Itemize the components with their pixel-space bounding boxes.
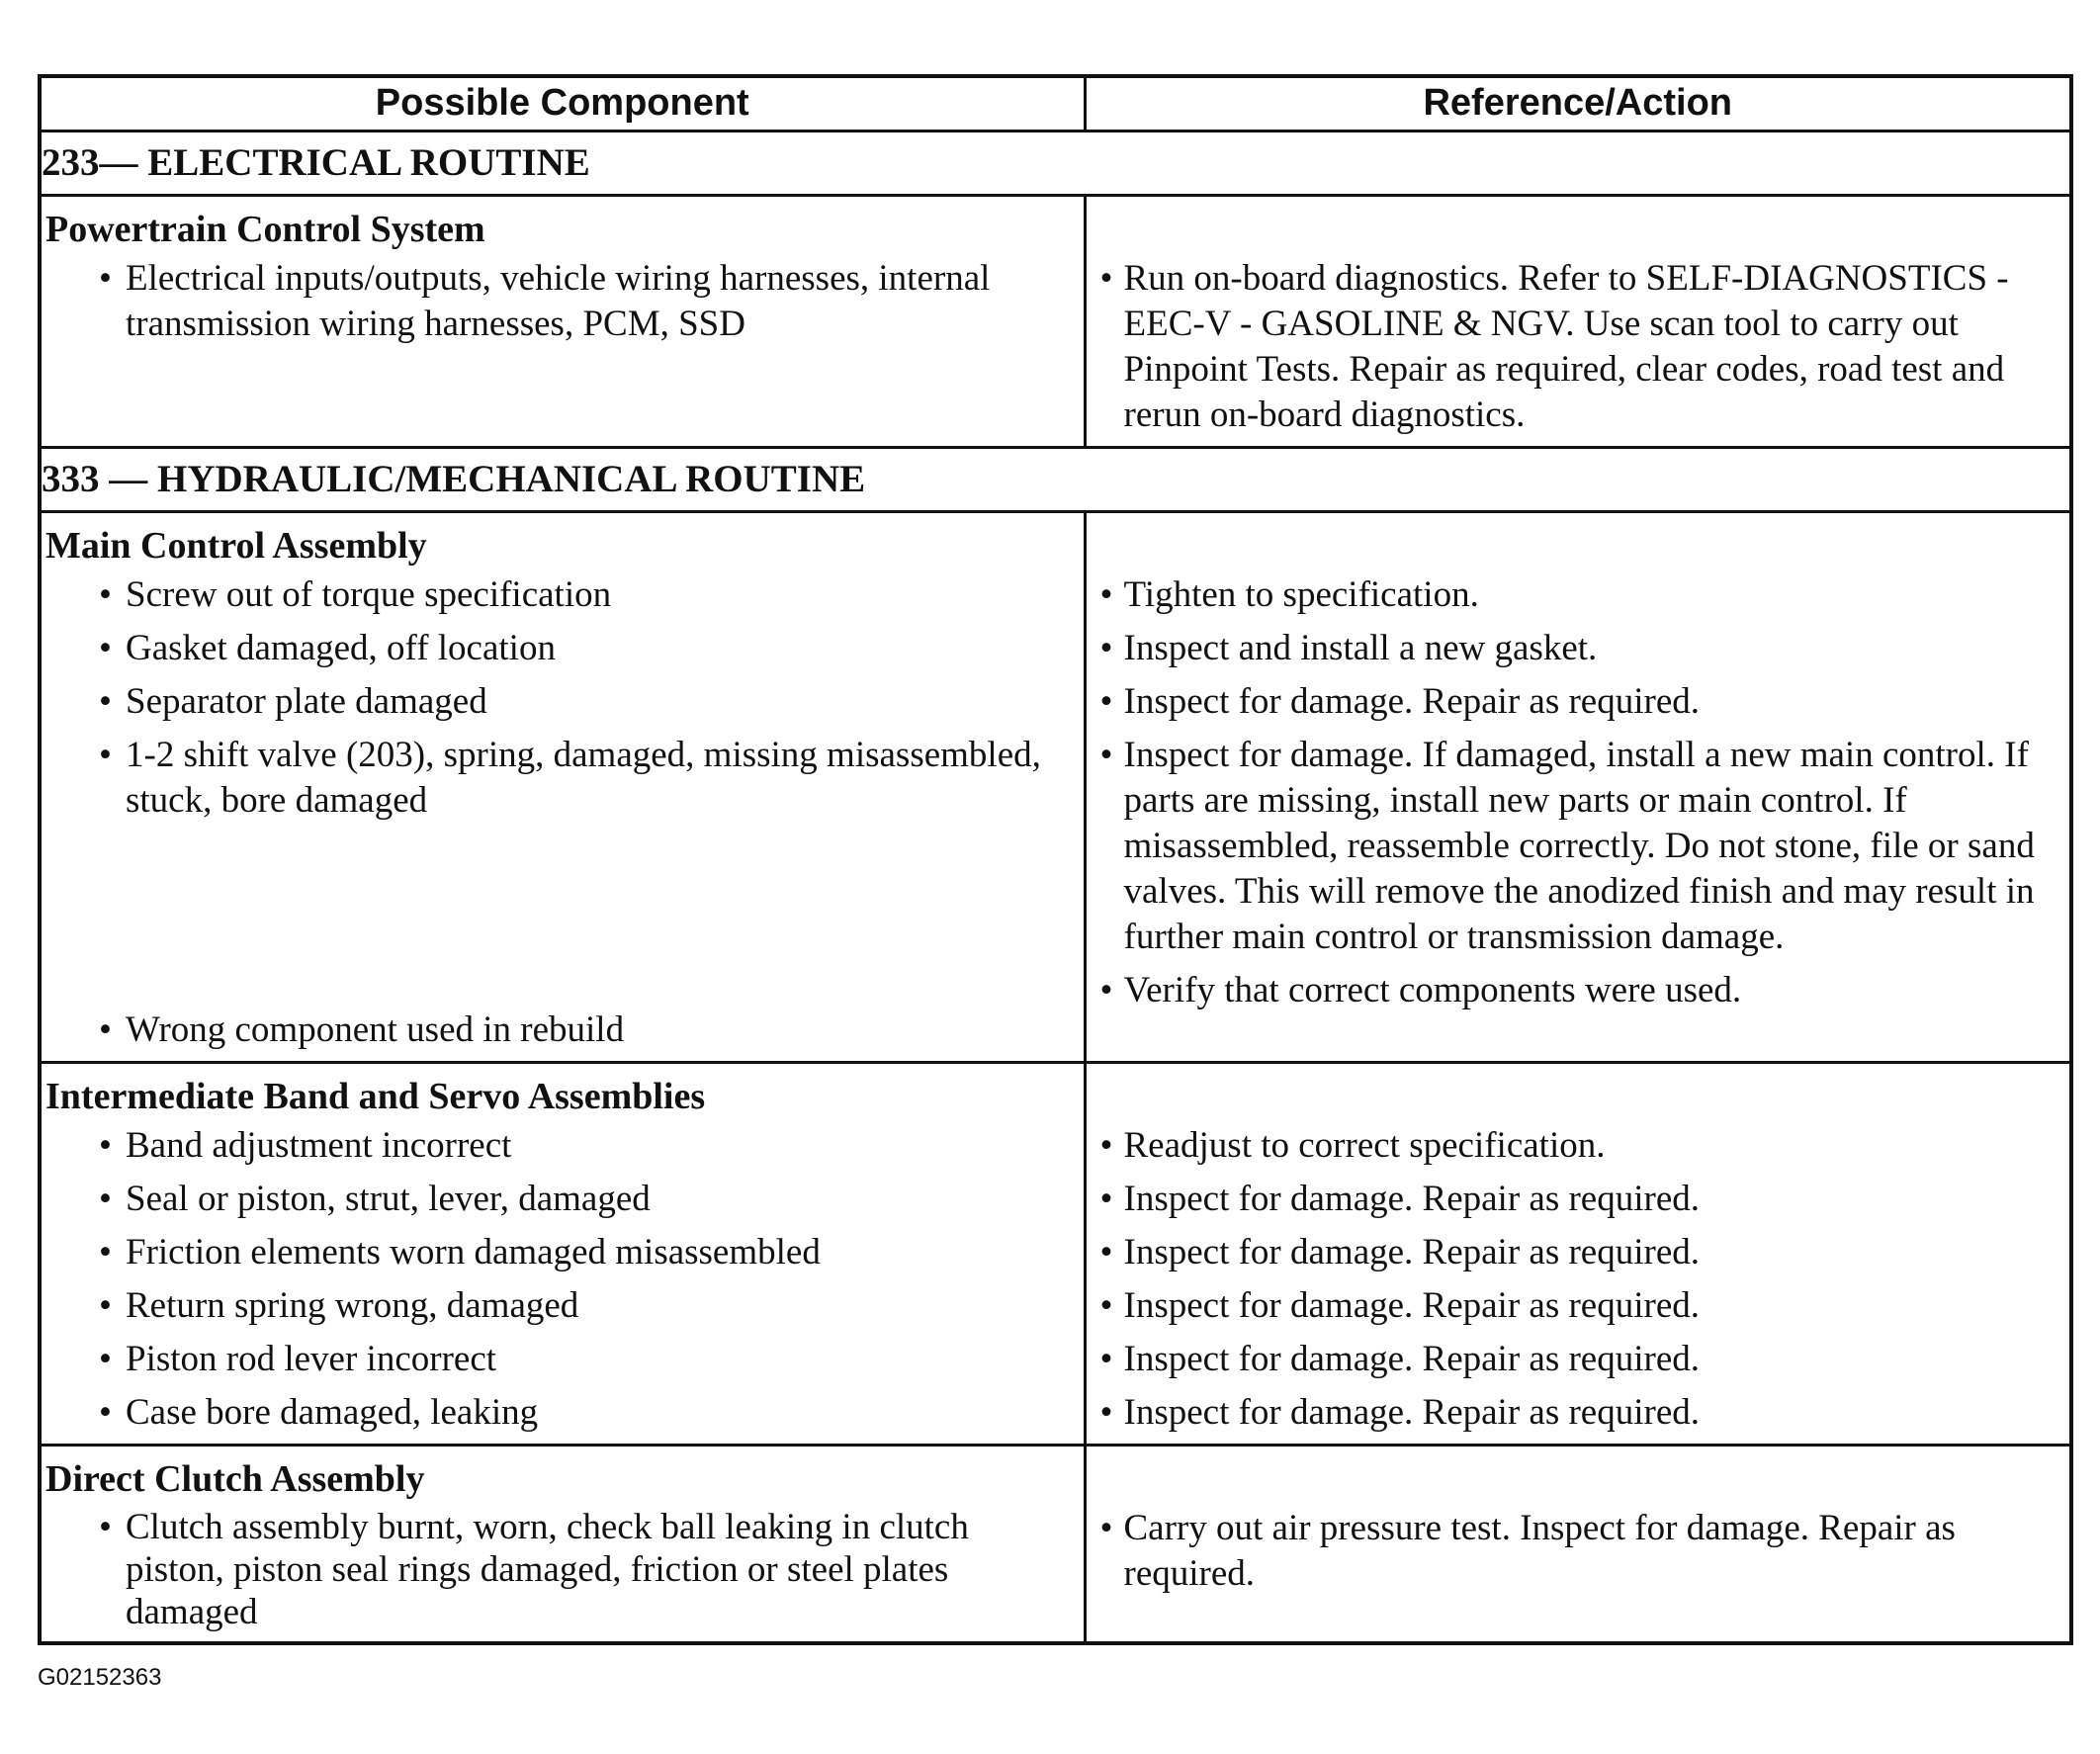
component-item xyxy=(42,1177,1084,1222)
action-item xyxy=(1087,679,2070,725)
bullet-icon: • xyxy=(1099,1285,1113,1326)
component-cell xyxy=(40,1446,1085,1644)
component-item xyxy=(42,1337,1084,1382)
action-cell xyxy=(1085,1446,2071,1644)
bullet-icon: • xyxy=(99,1507,112,1547)
action-text: Tighten to specification. xyxy=(1123,574,1479,615)
component-item xyxy=(42,1283,1084,1329)
group-name: Powertrain Control System xyxy=(45,209,485,250)
bullet-icon: • xyxy=(99,1285,112,1326)
action-cell xyxy=(1085,196,2071,448)
bullet-icon: • xyxy=(1099,1232,1113,1272)
component-cell xyxy=(40,1063,1085,1446)
action-cell xyxy=(1085,1063,2071,1446)
component-item xyxy=(42,1230,1084,1275)
component-text: Return spring wrong, damaged xyxy=(126,1285,579,1326)
component-list xyxy=(42,1506,1084,1633)
group-row-direct-clutch xyxy=(40,1446,2071,1644)
action-text: Inspect for damage. Repair as required. xyxy=(1123,681,1700,722)
component-item xyxy=(42,1123,1084,1169)
bullet-icon: • xyxy=(99,1009,112,1050)
component-item xyxy=(42,1506,1084,1633)
action-text: Run on-board diagnostics. Refer to SELF-DIAGNOSTICS - EEC-V - GASOLINE & NGV. Use scan tool to carry out Pinpoint Tests. Repair as required, clear codes, road test and rerun on-board diagnostics. xyxy=(1123,258,2009,435)
group-row-powertrain xyxy=(40,196,2071,448)
component-list xyxy=(42,1123,1084,1436)
group-row-main-control xyxy=(40,512,2071,1063)
action-item xyxy=(1087,1230,2070,1275)
bullet-icon: • xyxy=(1099,1339,1113,1379)
bullet-icon: • xyxy=(1099,681,1113,722)
bullet-icon: • xyxy=(99,1232,112,1272)
routine-row xyxy=(40,448,2071,512)
component-text: Seal or piston, strut, lever, damaged xyxy=(126,1179,651,1219)
action-text: Inspect for damage. Repair as required. xyxy=(1123,1285,1700,1326)
action-list xyxy=(1087,572,2070,1013)
component-item xyxy=(42,256,1084,347)
column-header-action: Reference/Action xyxy=(1085,76,2071,132)
component-text: Electrical inputs/outputs, vehicle wiring harnesses, internal transmission wiring harnesses, PCM, SSD xyxy=(126,258,991,344)
bullet-icon: • xyxy=(99,735,112,775)
action-cell xyxy=(1085,512,2071,1063)
action-text: Verify that correct components were used. xyxy=(1123,970,1742,1010)
component-text: Case bore damaged, leaking xyxy=(126,1392,539,1433)
component-text: Clutch assembly burnt, worn, check ball leaking in clutch piston, piston seal rings damaged, friction or steel plates damaged xyxy=(126,1507,969,1632)
group-name: Intermediate Band and Servo Assemblies xyxy=(45,1076,706,1117)
group-row-intermediate-band xyxy=(40,1063,2071,1446)
component-item xyxy=(42,679,1084,725)
component-cell xyxy=(40,512,1085,1063)
action-list xyxy=(1087,1506,2070,1597)
component-text: Band adjustment incorrect xyxy=(126,1125,512,1166)
component-list xyxy=(42,572,1084,1053)
action-item xyxy=(1087,1506,2070,1597)
component-text: Screw out of torque specification xyxy=(126,574,612,615)
action-item xyxy=(1087,1390,2070,1436)
action-text: Inspect for damage. Repair as required. xyxy=(1123,1232,1700,1272)
action-text: Inspect for damage. Repair as required. xyxy=(1123,1392,1700,1433)
bullet-icon: • xyxy=(1099,628,1113,668)
action-text: Inspect and install a new gasket. xyxy=(1123,628,1598,668)
routine-title: 333 — HYDRAULIC/MECHANICAL ROUTINE xyxy=(40,448,2071,512)
group-name: Direct Clutch Assembly xyxy=(45,1458,425,1500)
action-item xyxy=(1087,256,2070,438)
action-list xyxy=(1087,256,2070,438)
component-item xyxy=(42,1008,1084,1053)
action-text: Carry out air pressure test. Inspect for damage. Repair as required. xyxy=(1123,1508,1956,1594)
action-text: Inspect for damage. Repair as required. xyxy=(1123,1179,1700,1219)
component-item xyxy=(42,572,1084,618)
figure-id: G02152363 xyxy=(38,1664,162,1691)
component-text: 1-2 shift valve (203), spring, damaged, missing misassembled, stuck, bore damaged xyxy=(126,735,1041,821)
component-text: Gasket damaged, off location xyxy=(126,628,556,668)
bullet-icon: • xyxy=(1099,1508,1113,1548)
bullet-icon: • xyxy=(1099,258,1113,299)
bullet-icon: • xyxy=(1099,970,1113,1010)
action-item xyxy=(1087,1337,2070,1382)
bullet-icon: • xyxy=(99,628,112,668)
action-text: Inspect for damage. If damaged, install a new main control. If parts are missing, install new parts or main control. If misassembled, reassemble correctly. Do not stone, file or sand valves. This will remove the anodized finish and may result in further main control or transmission damage. xyxy=(1123,735,2035,957)
bullet-icon: • xyxy=(1099,735,1113,775)
component-list xyxy=(42,256,1084,347)
action-item xyxy=(1087,1283,2070,1329)
action-item xyxy=(1087,626,2070,671)
component-cell xyxy=(40,196,1085,448)
bullet-icon: • xyxy=(99,681,112,722)
action-text: Inspect for damage. Repair as required. xyxy=(1123,1339,1700,1379)
component-text: Wrong component used in rebuild xyxy=(126,1009,625,1050)
action-item xyxy=(1087,1123,2070,1169)
action-text: Readjust to correct specification. xyxy=(1123,1125,1606,1166)
group-name: Main Control Assembly xyxy=(45,525,427,567)
action-list xyxy=(1087,1123,2070,1436)
bullet-icon: • xyxy=(99,574,112,615)
action-item xyxy=(1087,572,2070,618)
diagnostic-table xyxy=(38,74,2073,1645)
action-item xyxy=(1087,1177,2070,1222)
action-item xyxy=(1087,968,2070,1013)
component-item xyxy=(42,733,1084,1000)
bullet-icon: • xyxy=(1099,1392,1113,1433)
component-text: Piston rod lever incorrect xyxy=(126,1339,497,1379)
bullet-icon: • xyxy=(99,1179,112,1219)
routine-row xyxy=(40,132,2071,196)
component-text: Separator plate damaged xyxy=(126,681,487,722)
column-header-component: Possible Component xyxy=(40,76,1085,132)
bullet-icon: • xyxy=(99,258,112,299)
component-item xyxy=(42,1390,1084,1436)
bullet-icon: • xyxy=(1099,574,1113,615)
bullet-icon: • xyxy=(99,1339,112,1379)
bullet-icon: • xyxy=(99,1125,112,1166)
action-item xyxy=(1087,733,2070,960)
bullet-icon: • xyxy=(99,1392,112,1433)
bullet-icon: • xyxy=(1099,1125,1113,1166)
component-item xyxy=(42,626,1084,671)
component-text: Friction elements worn damaged misassembled xyxy=(126,1232,821,1272)
bullet-icon: • xyxy=(1099,1179,1113,1219)
header-row xyxy=(40,76,2071,132)
routine-title: 233— ELECTRICAL ROUTINE xyxy=(40,132,2071,196)
